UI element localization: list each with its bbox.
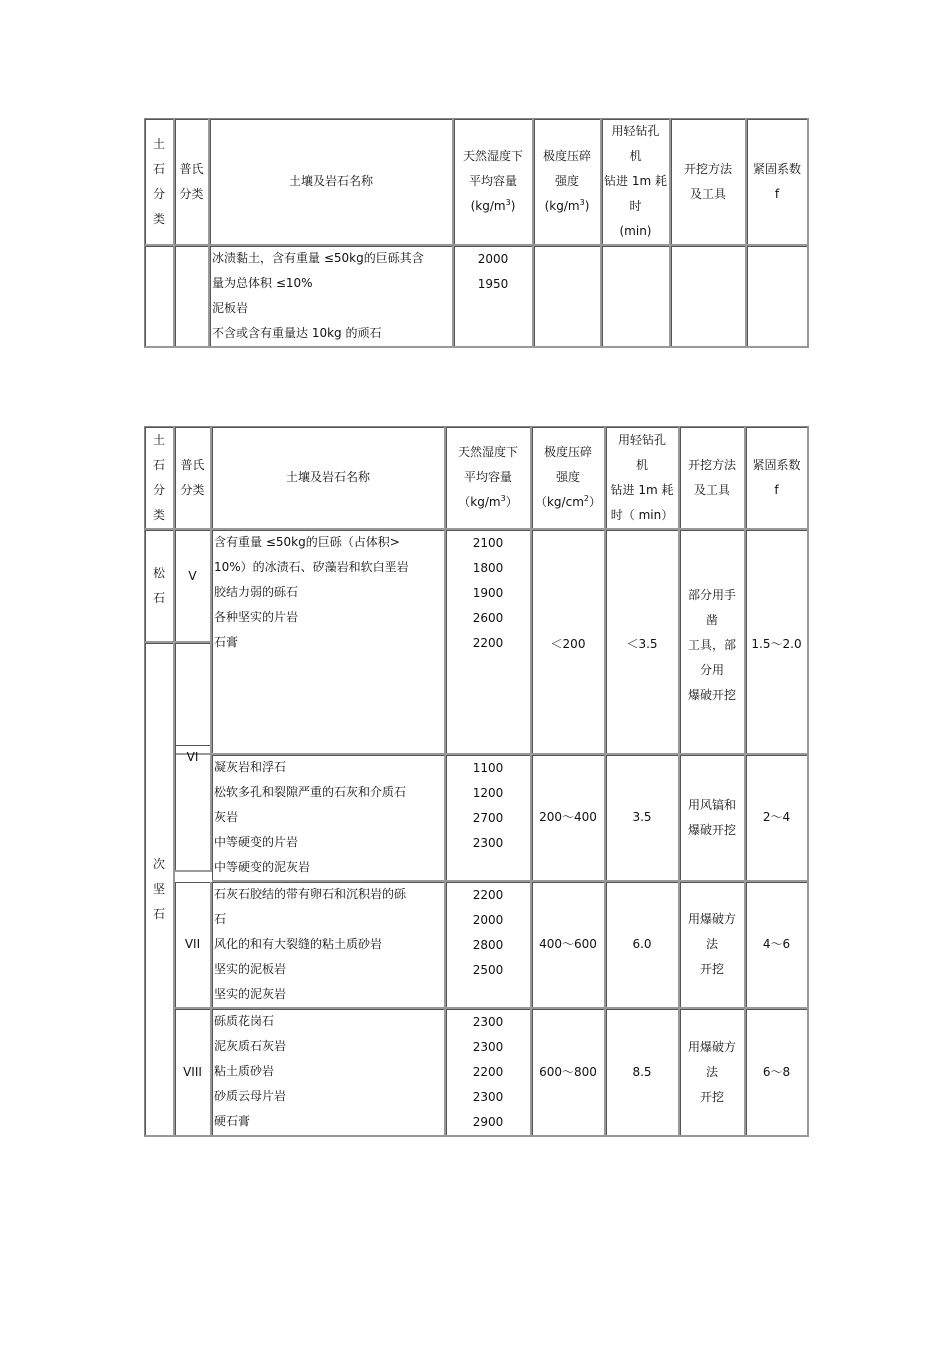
header-strength-line: 极度压碎 xyxy=(543,445,592,459)
header-category-char: 土 xyxy=(152,136,165,151)
density-value: 1800 xyxy=(472,561,504,575)
method-line: 开挖 xyxy=(699,962,724,976)
header-density xyxy=(446,427,532,530)
unit-close: ) xyxy=(510,199,516,213)
header-strength-line: 强度 xyxy=(554,174,579,188)
header-grade-line: 分类 xyxy=(179,186,204,201)
header-density xyxy=(454,119,534,246)
unit-sup: 3 xyxy=(579,198,585,207)
density-value: 2500 xyxy=(472,963,504,977)
rock-name: 石 xyxy=(214,912,227,926)
density-value: 2600 xyxy=(472,611,504,625)
header-strength xyxy=(534,119,602,246)
coef-cell: 4～6 xyxy=(746,882,809,1009)
unit-sup: 3 xyxy=(505,198,511,207)
grade-cell: VIII xyxy=(175,1009,212,1137)
header-strength-line: 极度压碎 xyxy=(542,149,591,163)
rock-name: 石膏 xyxy=(214,635,239,649)
header-method-line: 开挖方法 xyxy=(683,161,732,176)
density-value: 1950 xyxy=(477,277,509,291)
rock-name: 凝灰岩和浮石 xyxy=(214,760,287,774)
method-line: 部分用手 xyxy=(687,588,736,602)
method-cell xyxy=(671,246,747,348)
header-grade xyxy=(175,119,210,246)
table-row-vi xyxy=(145,755,809,882)
header-strength-unit xyxy=(534,194,600,219)
header-category xyxy=(145,427,175,530)
density-value: 2800 xyxy=(472,938,504,952)
grade-cell: V xyxy=(175,530,212,643)
category-cell xyxy=(145,246,175,348)
header-density-line: 平均容量 xyxy=(463,470,512,484)
rock-name: 泥灰质石灰岩 xyxy=(214,1039,287,1053)
drill-cell: ＜3.5 xyxy=(606,530,680,755)
header-coef xyxy=(747,119,809,246)
rock-name: 冰渍黏土，含有重量 ≤50kg的巨砾其含 xyxy=(212,251,424,265)
header-coef-line: 紧固系数 xyxy=(752,161,801,176)
header-drill-line: 用轻钻孔 xyxy=(611,124,660,138)
method-line: 工具，部 xyxy=(687,638,736,652)
density-cell xyxy=(446,882,532,1009)
method-line: 法 xyxy=(705,1064,718,1079)
unit-text: (kg/m xyxy=(544,199,580,213)
method-line: 凿 xyxy=(705,613,718,627)
table-row-viii xyxy=(145,1009,809,1137)
header-drill-line: 用轻钻孔 xyxy=(617,432,666,447)
method-cell xyxy=(680,882,746,1009)
table-row-vii xyxy=(145,882,809,1009)
names-cell xyxy=(212,882,446,1009)
category-char: 坚 xyxy=(152,881,165,896)
header-drill-line: 钻进 1m 耗 xyxy=(604,174,667,188)
names-cell xyxy=(212,1009,446,1137)
category-hard xyxy=(145,643,175,1137)
density-value: 2000 xyxy=(477,252,509,266)
header-grade-line: 普氏 xyxy=(179,161,204,176)
method-line: 爆破开挖 xyxy=(687,822,736,837)
method-cell xyxy=(680,755,746,882)
grade-cell xyxy=(175,246,210,348)
strength-cell: 200～400 xyxy=(532,755,606,882)
header-grade-line: 分类 xyxy=(180,482,205,497)
header-drill-line: 钻进 1m 耗 xyxy=(610,482,674,497)
category-char: 次 xyxy=(152,856,165,871)
rock-name: 中等硬变的泥灰岩 xyxy=(214,860,311,874)
density-value: 2000 xyxy=(472,913,504,927)
method-cell xyxy=(680,530,746,755)
density-value: 1900 xyxy=(472,586,504,600)
method-line: 用风镐和 xyxy=(687,797,736,812)
unit-sup: 2 xyxy=(583,494,589,503)
grade-cell: VII xyxy=(175,882,212,1009)
method-line: 用爆破方 xyxy=(687,912,736,926)
density-cell xyxy=(454,246,534,348)
rock-name: 10%）的冰渍石、矽藻岩和软白垩岩 xyxy=(214,560,409,574)
header-method-line: 开挖方法 xyxy=(687,457,736,472)
header-drill-line: 时 xyxy=(629,199,642,213)
strength-cell: 600～800 xyxy=(532,1009,606,1137)
rock-name: 坚实的泥灰岩 xyxy=(214,987,287,1001)
rock-name: 中等硬变的片岩 xyxy=(214,835,299,849)
names-cell xyxy=(210,246,454,348)
strength-cell: ＜200 xyxy=(532,530,606,755)
method-cell xyxy=(680,1009,746,1137)
drill-cell: 8.5 xyxy=(606,1009,680,1137)
rock-name: 石灰石胶结的带有卵石和沉积岩的砾 xyxy=(214,887,407,901)
rock-name: 胶结力弱的砾石 xyxy=(214,585,299,599)
header-coef xyxy=(746,427,809,530)
header-category-char: 类 xyxy=(152,507,165,522)
header-category-char: 分 xyxy=(152,186,165,201)
density-value: 1200 xyxy=(472,786,504,800)
header-density-line: 天然湿度下 xyxy=(457,445,518,459)
density-value: 2700 xyxy=(472,811,504,825)
header-name: 土壤及岩石名称 xyxy=(212,427,446,530)
method-line: 法 xyxy=(705,937,718,951)
coef-cell: 1.5～2.0 xyxy=(746,530,809,755)
header-category-char: 石 xyxy=(152,161,165,176)
unit-close: ) xyxy=(584,199,590,213)
header-drill-line: 机 xyxy=(635,457,648,472)
rock-name: 含有重量 ≤50kg的巨砾（占体积> xyxy=(214,535,400,549)
method-line: 开挖 xyxy=(699,1089,724,1104)
density-value: 2300 xyxy=(472,1015,504,1029)
rock-name: 硬石膏 xyxy=(214,1114,251,1128)
category-loose xyxy=(145,530,175,643)
rock-name: 松软多孔和裂隙严重的石灰和介质石 xyxy=(214,785,407,799)
rock-name: 风化的和有大裂缝的粘土质砂岩 xyxy=(214,937,383,951)
density-value: 2100 xyxy=(472,536,504,550)
drill-cell xyxy=(602,246,671,348)
rock-name: 泥板岩 xyxy=(212,301,249,315)
header-grade-line: 普氏 xyxy=(180,457,205,472)
header-category-char: 类 xyxy=(152,211,165,226)
density-value: 2200 xyxy=(472,888,504,902)
rock-classification-table-2 xyxy=(144,426,809,1137)
header-name: 土壤及岩石名称 xyxy=(210,119,454,246)
rock-name: 灰岩 xyxy=(214,810,239,824)
category-char: 松 xyxy=(152,565,165,580)
grade-cell: VI xyxy=(175,745,212,872)
header-category-char: 土 xyxy=(152,432,165,447)
density-value: 2200 xyxy=(472,1065,504,1079)
header-grade xyxy=(175,427,212,530)
rock-name: 坚实的泥板岩 xyxy=(214,962,287,976)
rock-name: 量为总体积 ≤10% xyxy=(212,276,313,290)
unit-text: (kg/m xyxy=(470,199,506,213)
unit-text: （kg/cm xyxy=(534,495,584,509)
drill-cell: 6.0 xyxy=(606,882,680,1009)
rock-name: 砾质花岗石 xyxy=(214,1014,275,1028)
header-density-unit xyxy=(446,490,530,515)
density-cell xyxy=(446,530,532,755)
category-char: 石 xyxy=(152,590,165,605)
names-cell xyxy=(212,755,446,882)
table-row-v xyxy=(145,530,809,643)
density-value: 2200 xyxy=(472,636,504,650)
rock-name: 砂质云母片岩 xyxy=(214,1089,287,1103)
header-density-line: 平均容量 xyxy=(468,174,517,188)
header-row xyxy=(145,119,809,246)
strength-cell xyxy=(534,246,602,348)
table-row xyxy=(145,246,809,348)
names-cell xyxy=(212,530,446,755)
header-row xyxy=(145,427,809,530)
strength-cell: 400～600 xyxy=(532,882,606,1009)
unit-close: ） xyxy=(588,495,601,509)
density-value: 2300 xyxy=(472,836,504,850)
density-cell xyxy=(446,755,532,882)
unit-text: （kg/m xyxy=(458,495,501,509)
header-coef-line: f xyxy=(774,482,779,497)
header-category-char: 石 xyxy=(152,457,165,472)
method-line: 用爆破方 xyxy=(687,1039,736,1054)
header-method xyxy=(671,119,747,246)
method-line: 分用 xyxy=(699,663,724,677)
unit-sup: 3 xyxy=(500,494,506,503)
header-drill xyxy=(602,119,671,246)
header-density-line: 天然湿度下 xyxy=(462,149,523,163)
rock-classification-table-1 xyxy=(144,118,809,348)
density-cell xyxy=(446,1009,532,1137)
header-category xyxy=(145,119,175,246)
coef-cell: 2～4 xyxy=(746,755,809,882)
coef-cell: 6～8 xyxy=(746,1009,809,1137)
density-value: 2300 xyxy=(472,1090,504,1104)
method-line: 爆破开挖 xyxy=(687,688,736,702)
rock-name: 各种坚实的片岩 xyxy=(214,610,299,624)
header-coef-line: f xyxy=(774,186,780,201)
density-value: 2300 xyxy=(472,1040,504,1054)
header-drill-line: 时（ min） xyxy=(610,507,674,522)
header-category-char: 分 xyxy=(152,482,165,497)
unit-close: ） xyxy=(505,495,518,509)
header-strength-line: 强度 xyxy=(555,470,580,484)
coef-cell xyxy=(747,246,809,348)
header-drill xyxy=(606,427,680,530)
rock-name: 粘土质砂岩 xyxy=(214,1064,275,1078)
header-coef-line: 紧固系数 xyxy=(752,457,801,472)
header-drill-line: (min) xyxy=(619,224,652,238)
header-drill-line: 机 xyxy=(629,149,642,163)
header-method xyxy=(680,427,746,530)
rock-name: 不含或含有重量达 10kg 的顽石 xyxy=(212,326,382,340)
header-method-line: 及工具 xyxy=(693,482,730,497)
drill-cell: 3.5 xyxy=(606,755,680,882)
header-strength xyxy=(532,427,606,530)
density-value: 2900 xyxy=(472,1115,504,1129)
header-density-unit xyxy=(454,194,532,219)
header-method-line: 及工具 xyxy=(689,186,726,201)
grade-cell-empty xyxy=(175,643,212,755)
category-char: 石 xyxy=(152,906,165,921)
header-strength-unit xyxy=(532,490,604,515)
density-value: 1100 xyxy=(472,761,504,775)
